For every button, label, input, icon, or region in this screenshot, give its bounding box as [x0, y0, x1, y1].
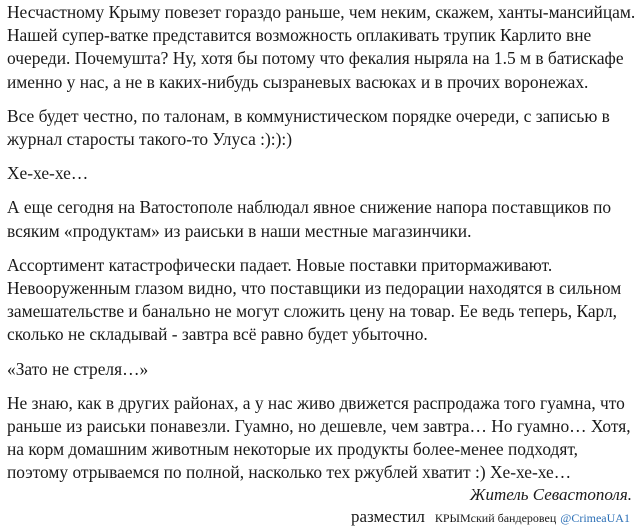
signature: Житель Севастополя.: [469, 485, 632, 504]
author-name: КРЫМский бандеровец: [434, 511, 557, 525]
paragraph-1: Несчастному Крыму повезет гораздо раньше, чем неким, скажем, ханты-мансийцам. Нашей супер-ватке представится возможность оплакивать трупик Карлито вне очереди. Почемушта? Ну, хотя бы потому что фекалия ныряла на 1.5 м в батискафе именно у нас, а не в каких-нибудь сызраневых васюках и в прочих воронежах.: [7, 2, 636, 92]
paragraph-7: Не знаю, как в других районах, а у нас живо движется распродажа того гуамна, что раньше из раиськи понавезли. Гуамно, но дешевле, чем завтра… Но гуамно… Хотя, на корм домашним животным некоторые их продукты более-менее подходят, поэтому отрываемся по полной, насколько тех ржублей хватит :) Хе-хе-хе…: [7, 392, 631, 483]
author-handle-link[interactable]: @CrimeaUA1: [560, 511, 630, 525]
paragraph-5: Ассортимент катастрофически падает. Новые поставки притормаживают. Невооруженным глазом видно, что поставщики из педорации находятся в сильном замешательстве и банально не могут сложить цену на товар. Ее ведь теперь, Карл, сколько не складывай - завтра всё равно будет убыточно.: [7, 254, 622, 345]
posted-by-label: разместил: [351, 507, 425, 526]
paragraph-2: Все будет честно, по талонам, в коммунистическом порядке очереди, с записью в журнал старосты такого-то Улуса :):):): [7, 105, 610, 150]
paragraph-4: А еще сегодня на Ватостополе наблюдал явное снижение напора поставщиков по всяким «продуктам» из раиськи в наши местные магазинчики.: [7, 197, 612, 241]
article-body: [7, 1, 636, 496]
paragraph-3: Хе-хе-хе…: [7, 163, 89, 184]
post-footer: [351, 507, 630, 528]
paragraph-6: «Зато не стреля…»: [7, 358, 149, 379]
